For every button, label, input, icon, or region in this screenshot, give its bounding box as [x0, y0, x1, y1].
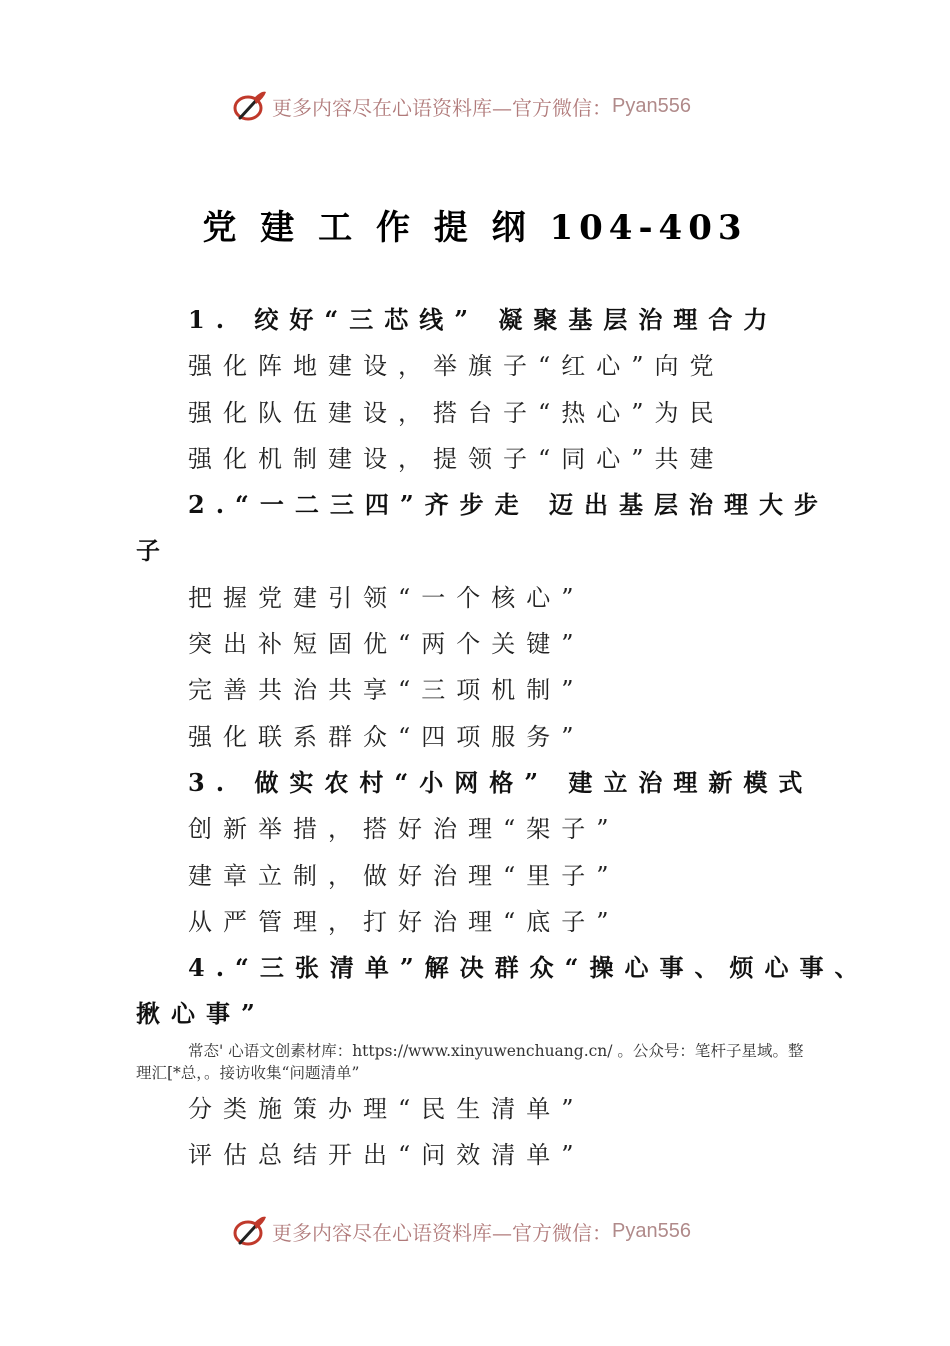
body-line: 强化机制建设，提领子“同心”共建	[188, 444, 725, 473]
section-heading-4: 4.“三张清单”解决群众“操心事、烦心事、	[188, 953, 870, 983]
section-heading-1: 1. 绞好“三芯线” 凝聚基层治理合力	[188, 305, 779, 334]
source-note-line-1: 常态' 心语文创素材库：https://www.xinyuwenchuang.cn/ 。公众号：笔杆子星域。整	[188, 1041, 804, 1060]
source-note-line-2: 理汇[*总，。接访收集“问题清单”	[136, 1063, 360, 1082]
source-note	[136, 1040, 878, 1084]
body-line: 把握党建引领“一个核心”	[188, 583, 585, 612]
document-body	[136, 297, 870, 1178]
section-heading-2: 2.“一二三四”齐步走 迈出基层治理大步	[188, 490, 830, 520]
body-line: 强化联系群众“四项服务”	[188, 722, 585, 751]
body-line: 创新举措，搭好治理“架子”	[188, 815, 620, 844]
section-heading-4-continued: 揪心事”	[136, 999, 266, 1029]
quill-logo-icon	[232, 88, 268, 124]
body-line: 从严管理，打好治理“底子”	[188, 907, 620, 936]
header-watermark-banner	[232, 86, 752, 126]
section-heading-3: 3. 做实农村“小网格” 建立治理新模式	[188, 767, 814, 797]
body-line: 分类施策办理“民生清单”	[188, 1094, 585, 1123]
body-line: 突出补短固优“两个关键”	[188, 630, 585, 659]
banner-text: 更多内容尽在心语资料库—官方微信：	[272, 1220, 612, 1245]
banner-wechat-id: Pyan556	[612, 1219, 691, 1242]
banner-text: 更多内容尽在心语资料库—官方微信：	[272, 95, 612, 120]
banner-wechat-id: Pyan556	[612, 94, 691, 117]
body-line: 强化队伍建设，搭台子“热心”为民	[188, 398, 725, 427]
quill-logo-icon	[232, 1213, 268, 1249]
page-title: 党 建 工 作 提 纲 104-403	[202, 208, 748, 248]
body-line: 完善共治共享“三项机制”	[188, 676, 585, 705]
body-line: 建章立制，做好治理“里子”	[188, 861, 620, 890]
section-heading-2-continued: 子	[136, 536, 171, 566]
footer-watermark-banner	[232, 1211, 752, 1251]
body-line: 强化阵地建设，举旗子“红心”向党	[188, 352, 725, 381]
body-line: 评估总结开出“问效清单”	[188, 1141, 585, 1170]
